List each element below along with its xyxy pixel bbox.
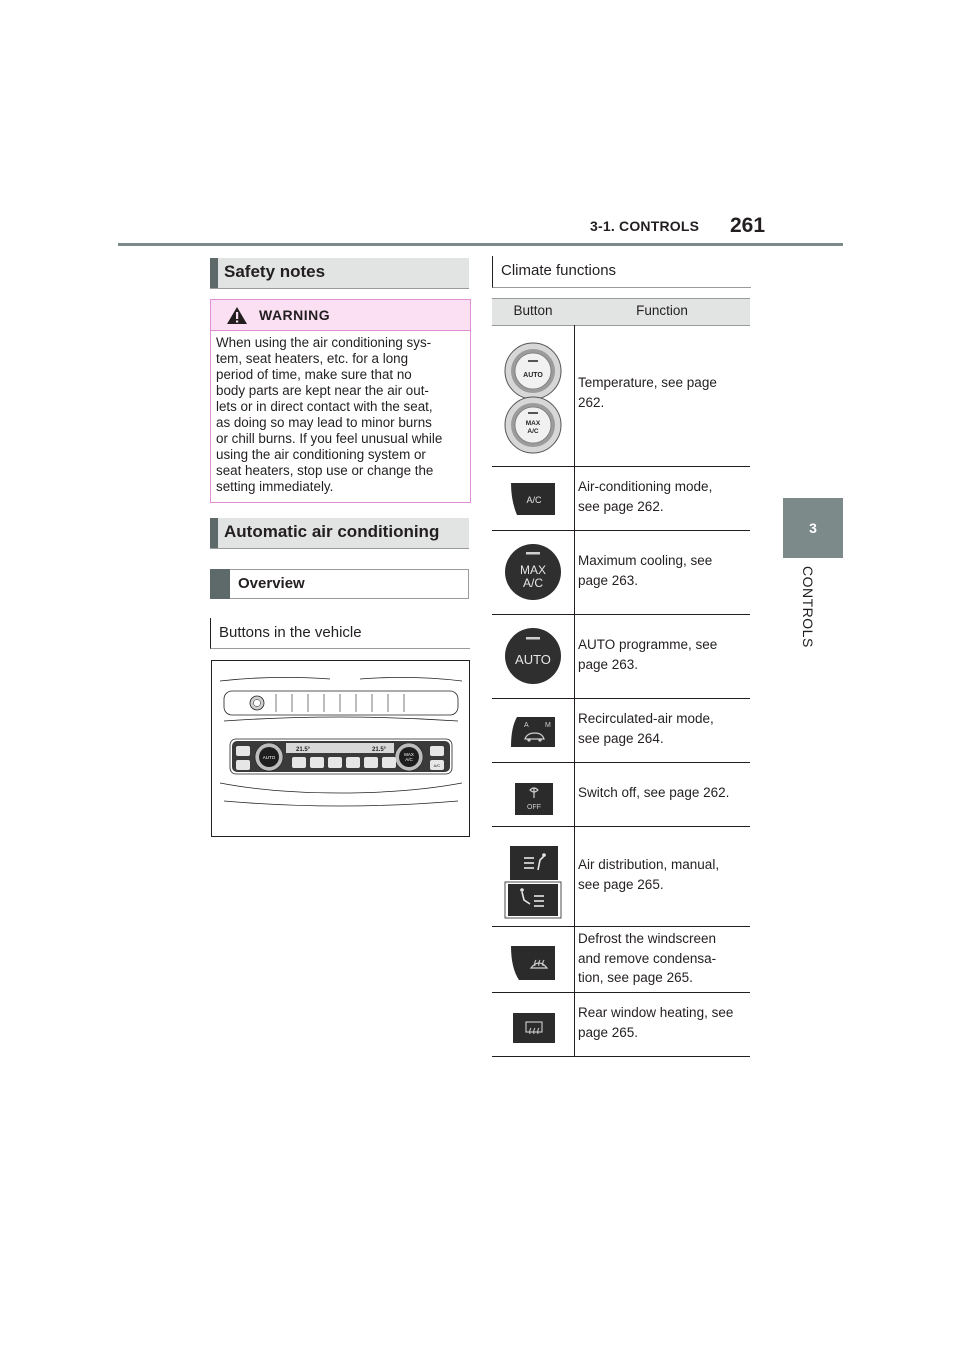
warning-text: When using the air conditioning sys- tem, seat heaters, etc. for a long period of time, make sure that no body parts are kept near the air out- lets or in direct contact with the seat, as doing so may lead to minor burns or chill burns. If you feel unusual while using the air conditioning system or seat heaters, stop use or change the setting immediately. — [216, 335, 443, 494]
running-header-section: 3-1. CONTROLS — [590, 218, 700, 234]
warning-triangle-icon — [226, 306, 248, 325]
table-row — [492, 466, 750, 531]
function-text: AUTO programme, see page 263. — [578, 637, 718, 672]
table-row — [492, 698, 750, 763]
svg-text:MAX: MAX — [519, 563, 547, 577]
table-row — [492, 325, 750, 467]
svg-text:21.5°: 21.5° — [296, 747, 311, 753]
overview-heading: Overview — [210, 569, 469, 599]
buttons-in-vehicle-caption: Buttons in the vehicle — [210, 618, 470, 649]
climate-panel-illustration — [211, 660, 470, 837]
svg-text:MAX: MAX — [404, 752, 414, 757]
svg-text:OFF: OFF — [527, 804, 541, 811]
svg-text:A/C: A/C — [522, 576, 544, 590]
function-text: Air distribution, manual, see page 265. — [578, 857, 720, 892]
chapter-tab — [783, 498, 843, 558]
page-number: 261 — [730, 214, 766, 237]
function-text: Maximum cooling, see page 263. — [578, 553, 713, 588]
svg-text:MAX: MAX — [525, 420, 541, 427]
max-ac-button-icon — [504, 543, 562, 601]
svg-text:21.5°: 21.5° — [372, 747, 387, 753]
column-header-button: Button — [513, 303, 553, 318]
table-header-row — [492, 298, 750, 326]
function-text: Air-conditioning mode, see page 262. — [578, 479, 713, 514]
warning-box — [210, 299, 471, 503]
off-button-icon — [514, 782, 554, 816]
warning-header: WARNING — [211, 300, 470, 331]
chapter-number: 3 — [809, 520, 817, 536]
table-row — [492, 762, 750, 827]
chapter-side-label — [796, 566, 816, 676]
svg-text:AUTO: AUTO — [262, 755, 276, 760]
function-text: Switch off, see page 262. — [578, 785, 730, 800]
recirculation-button-icon — [509, 715, 557, 749]
table-row — [492, 826, 750, 927]
svg-text:A: A — [524, 722, 529, 729]
auto-button-icon — [504, 627, 562, 685]
air-distribution-buttons-icon — [504, 844, 562, 920]
table-row — [492, 992, 750, 1057]
svg-text:AUTO: AUTO — [523, 372, 543, 379]
defrost-button-icon — [509, 944, 557, 982]
automatic-ac-heading: Automatic air conditioning — [210, 518, 469, 549]
ac-button-icon — [509, 481, 557, 517]
table-row — [492, 530, 750, 615]
table-row — [492, 614, 750, 699]
svg-text:A/C: A/C — [405, 757, 413, 762]
rear-heat-button-icon — [512, 1012, 556, 1044]
function-text: Temperature, see page 262. — [578, 375, 717, 410]
temperature-knobs-icon — [502, 340, 564, 456]
function-text: Rear window heating, see page 265. — [578, 1005, 734, 1040]
svg-text:A/C: A/C — [433, 763, 441, 768]
svg-text:M: M — [545, 722, 551, 729]
climate-panel-drawing — [212, 661, 469, 836]
svg-text:A/C: A/C — [527, 428, 539, 435]
safety-notes-heading: Safety notes — [210, 258, 469, 289]
svg-text:A/C: A/C — [526, 495, 542, 505]
column-header-function: Function — [636, 303, 688, 318]
chapter-label-text: CONTROLS — [800, 566, 816, 648]
svg-text:AUTO: AUTO — [515, 652, 551, 667]
table-row — [492, 926, 750, 993]
climate-functions-heading: Climate functions — [492, 256, 751, 288]
function-text: Defrost the windscreen and remove condensa- tion, see page 265. — [578, 931, 717, 985]
function-text: Recirculated-air mode, see page 264. — [578, 711, 714, 746]
header-rule — [118, 243, 843, 246]
